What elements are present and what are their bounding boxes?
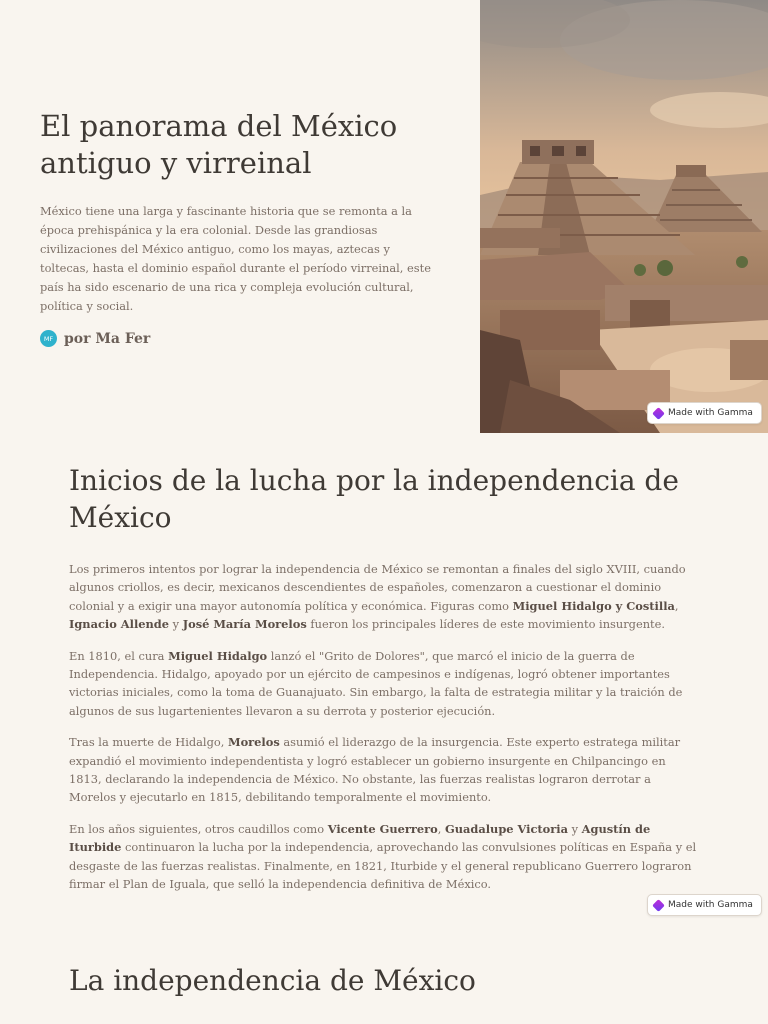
pyramids-image [480, 0, 768, 433]
section-title: Inicios de la lucha por la independencia de México [69, 464, 679, 534]
section-independence [69, 962, 699, 999]
section-body [69, 560, 699, 894]
bold-name: Vicente Guerrero [327, 821, 438, 836]
paragraph [69, 560, 699, 634]
text-run: , [674, 598, 679, 613]
text-run: asumió el liderazgo de la insurgencia. Este experto estratega militar expandió el movimiento independentista y logró establecer un gobierno insurgente en Chilpancingo en 1813, declarando la independencia de México. No obstante, las fuerzas realistas lograron derrotar a Morelos y ejecutarlo en 1815, debilitando temporalmente el movimiento. [69, 735, 681, 805]
gamma-logo-icon [652, 407, 665, 420]
author-byline[interactable] [40, 330, 440, 347]
hero-card [0, 0, 768, 433]
text-run: Los primeros intentos por lograr la independencia de México se remontan a finales del siglo XVIII, cuando algunos criollos, es decir, mexicanos descendientes de españoles, comenzaron a cuestionar el dominio colonial y a exigir una mayor autonomía política y económica. Figuras como [69, 562, 686, 613]
text-run: y [567, 821, 582, 836]
hero-title: El panorama del México antiguo y virreinal [40, 109, 398, 180]
hero-text [40, 108, 440, 347]
bold-name: Ignacio Allende [69, 617, 170, 632]
bold-name: Agustín de Iturbide [69, 821, 651, 855]
made-with-gamma-badge[interactable] [647, 894, 762, 916]
text-run: fueron los principales líderes de este movimiento insurgente. [306, 617, 665, 632]
section-title: La independencia de México [69, 964, 476, 997]
badge-label: Made with Gamma [668, 408, 753, 418]
hero-description: México tiene una larga y fascinante historia que se remonta a la época prehispánica y la era colonial. Desde las grandiosas civilizaciones del México antiguo, como los mayas, aztecas y toltecas, hasta el dominio español durante el período virreinal, este país ha sido escenario de una rica y compleja evolución cultural, política y social. [40, 204, 431, 313]
text-run: lanzó el "Grito de Dolores", que marcó el inicio de la guerra de Independencia. Hidalgo, apoyado por un ejército de campesinos e indígenas, logró obtener importantes victorias iniciales, como la toma de Guanajuato. Sin embargo, la falta de estrategia militar y la traición de algunos de sus lugartenientes llevaron a su derrota y posterior ejecución. [69, 648, 683, 718]
bold-name: Morelos [227, 735, 280, 750]
bold-name: José María Morelos [182, 617, 307, 632]
text-run: Tras la muerte de Hidalgo, [69, 735, 228, 750]
paragraph [69, 733, 699, 807]
text-run: , [437, 821, 445, 836]
gamma-logo-icon [652, 899, 665, 912]
section-independence-beginnings [69, 462, 699, 907]
bold-name: Miguel Hidalgo [168, 648, 268, 663]
badge-label: Made with Gamma [668, 900, 753, 910]
avatar: MF [40, 330, 57, 347]
text-run: En 1810, el cura [69, 648, 169, 663]
paragraph [69, 647, 699, 721]
bold-name: Miguel Hidalgo y Costilla [512, 598, 675, 613]
author-name: por Ma Fer [64, 330, 151, 347]
paragraph [69, 820, 699, 894]
bold-name: Guadalupe Victoria [444, 821, 568, 836]
text-run: continuaron la lucha por la independencia, aprovechando las convulsiones políticas en España y el desgaste de las fuerzas realistas. Finalmente, en 1821, Iturbide y el general republicano Guerrero lograron firmar el Plan de Iguala, que selló la independencia definitiva de México. [69, 840, 697, 892]
text-run: En los años siguientes, otros caudillos como [69, 821, 328, 836]
text-run: y [169, 617, 183, 632]
made-with-gamma-badge[interactable] [647, 402, 762, 424]
